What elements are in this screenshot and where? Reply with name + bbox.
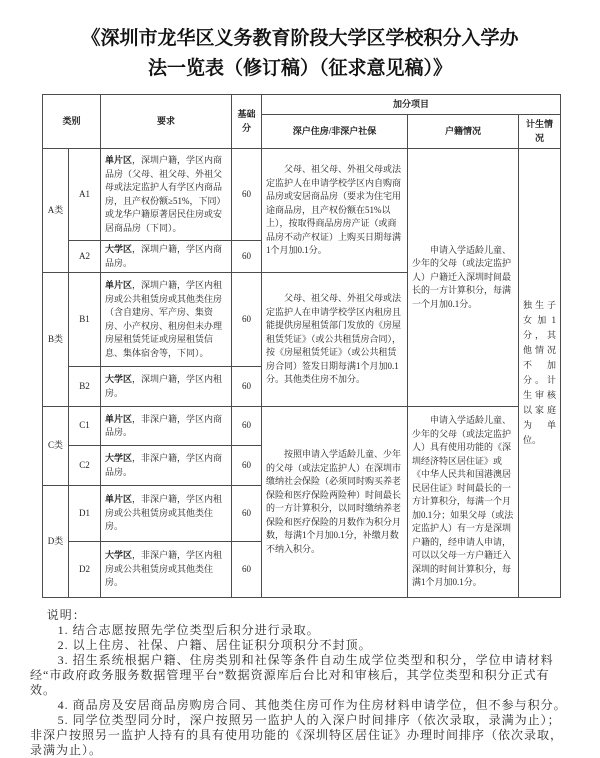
code-d2-cell: D2 — [69, 542, 101, 598]
housing-bonus-b-cell: 父母、祖父母、外祖父母或法定监护人在申请学校学区内租房且能提供房屋租赁部门发放的《房屋租赁凭证》（或公共租赁房合同），按《房屋租赁凭证》（或公共租赁房合同）签发日期每满1个月加0.1分。其他类住房不加分。 — [262, 273, 408, 407]
category-b-cell: B类 — [43, 273, 69, 407]
header-row-1 — [43, 95, 561, 115]
notes-label: 说明： — [46, 608, 86, 622]
admission-score-table — [42, 94, 561, 598]
base-score-c2-cell: 60 — [232, 446, 262, 486]
header-base-score: 基础分 — [232, 95, 262, 149]
code-c1-cell: C1 — [69, 407, 101, 446]
header-requirement: 要求 — [101, 95, 232, 149]
code-b1-cell: B1 — [69, 273, 101, 367]
code-a2-cell: A2 — [69, 241, 101, 273]
base-score-a2-cell: 60 — [232, 241, 262, 273]
hukou-bonus-cd-cell: 申请入学适龄儿童、少年的父母（或法定监护人）具有使用功能的《深圳经济特区居住证》或《中华人民共和国港澳居民居住证》时间最长的一方计算积分，每满一个月加0.1分；如果父母（或法定监护人）有一方是深圳户籍的，经申请人申请，可以以父母一方户籍迁入深圳的时间计算积分，每满1个月加0.1分。 — [408, 407, 519, 598]
note-item-3: 3. 招生系统根据户籍、住房类别和社保等条件自动生成学位类型和积分，学位申请材料经“市政府政务服务数据管理平台”数据资源库后台比对和审核后，其学位类型和积分正式有效。 — [30, 653, 554, 697]
header-category: 类别 — [43, 95, 101, 149]
base-score-d1-cell: 60 — [232, 486, 262, 542]
code-a1-cell: A1 — [69, 149, 101, 241]
note-item-2: 2. 以上住房、社保、户籍、居住证积分项积分不封顶。 — [57, 638, 372, 652]
page-title-line-1: 《深圳市龙华区义务教育阶段大学区学校积分入学办 — [81, 28, 519, 49]
note-item-5: 5. 同学位类型同分时，深户按照另一监护人的入深户时间排序（依次录取，录满为止）；非深户按照另一监护人持有的具有使用功能的《深圳特区居住证》办理时间排序（依次录取，录满为止）。 — [30, 713, 564, 757]
notes-section — [30, 608, 570, 758]
base-score-c1-cell: 60 — [232, 407, 262, 446]
base-score-d2-cell: 60 — [232, 542, 262, 598]
requirement-c1-cell: 单片区，非深户籍，学区内商品房。 — [101, 407, 232, 446]
requirement-b2-cell: 大学区，深圳户籍，学区内租房。 — [101, 367, 232, 407]
requirement-d1-cell: 单片区，非深户籍，学区内租房或公共租赁房或其他类住房。 — [101, 486, 232, 542]
base-score-b1-cell: 60 — [232, 273, 262, 367]
table-row-c1 — [43, 407, 561, 446]
category-a-cell: A类 — [43, 149, 69, 273]
category-c-cell: C类 — [43, 407, 69, 486]
requirement-b1-cell: 单片区，深圳户籍，学区内租房或公共租赁房或其他类住房（含自建房、军产房、集资房、小产权房、租房但未办理房屋租赁凭证或房屋租赁信息、集体宿舍等，下同）。 — [101, 273, 232, 367]
base-score-a1-cell: 60 — [232, 149, 262, 241]
code-b2-cell: B2 — [69, 367, 101, 407]
header-bonus-family-planning: 计生情况 — [519, 115, 561, 149]
header-bonus-housing: 深户住房/非深户社保 — [262, 115, 408, 149]
document-page — [0, 24, 600, 757]
requirement-a2-cell: 大学区，深圳户籍，学区内商品房。 — [101, 241, 232, 273]
requirement-d2-cell: 大学区，非深户籍，学区内租房或公共租赁房或其他类住房。 — [101, 542, 232, 598]
header-bonus-group: 加分项目 — [262, 95, 561, 115]
page-title-line-2: 法一览表（修订稿）（征求意见稿）》 — [147, 58, 452, 79]
hukou-bonus-ab-cell: 申请入学适龄儿童、少年的父母（或法定监护人）户籍迁入深圳时间最长的一方计算积分，每满一个月加0.1分。 — [408, 149, 519, 407]
note-item-1: 1. 结合志愿按照先学位类型后积分进行录取。 — [57, 623, 320, 637]
family-planning-cell: 独生子女加1分，其他情况不加分。计生审核以家庭为单位。 — [519, 149, 561, 598]
housing-bonus-a-cell: 父母、祖父母、外祖父母或法定监护人在申请学校学区内自购商品房或安居商品房（要求为住宅用途商品房，且产权份额在51%以上），按取得商品房房产证（或商品房不动产权证）上购买日期每满1个月加0.1分。 — [262, 149, 408, 273]
category-d-cell: D类 — [43, 486, 69, 598]
housing-bonus-cd-cell: 按照申请入学适龄儿童、少年的父母（或法定监护人）在深圳市缴纳社会保险（必须同时购买养老保险和医疗保险两险种）时间最长的一方计算积分，以同时缴纳养老保险和医疗保险的月数作为积分月数，每满1个月加0.1分，补缴月数不纳入积分。 — [262, 407, 408, 598]
requirement-a1-cell: 单片区，深圳户籍，学区内商品房（父母、祖父母、外祖父母或法定监护人有学区内商品房，且产权份额≥51%，下同）或龙华户籍原著居民住房或安居商品房（下同）。 — [101, 149, 232, 241]
table-row-a1 — [43, 149, 561, 241]
page-title — [50, 24, 550, 84]
code-d1-cell: D1 — [69, 486, 101, 542]
requirement-c2-cell: 大学区，非深户籍，学区内商品房。 — [101, 446, 232, 486]
code-c2-cell: C2 — [69, 446, 101, 486]
base-score-b2-cell: 60 — [232, 367, 262, 407]
note-item-4: 4. 商品房及安居商品房购房合同、其他类住房可作为住房材料申请学位，但不参与积分。 — [57, 698, 567, 712]
header-bonus-hukou: 户籍情况 — [408, 115, 519, 149]
